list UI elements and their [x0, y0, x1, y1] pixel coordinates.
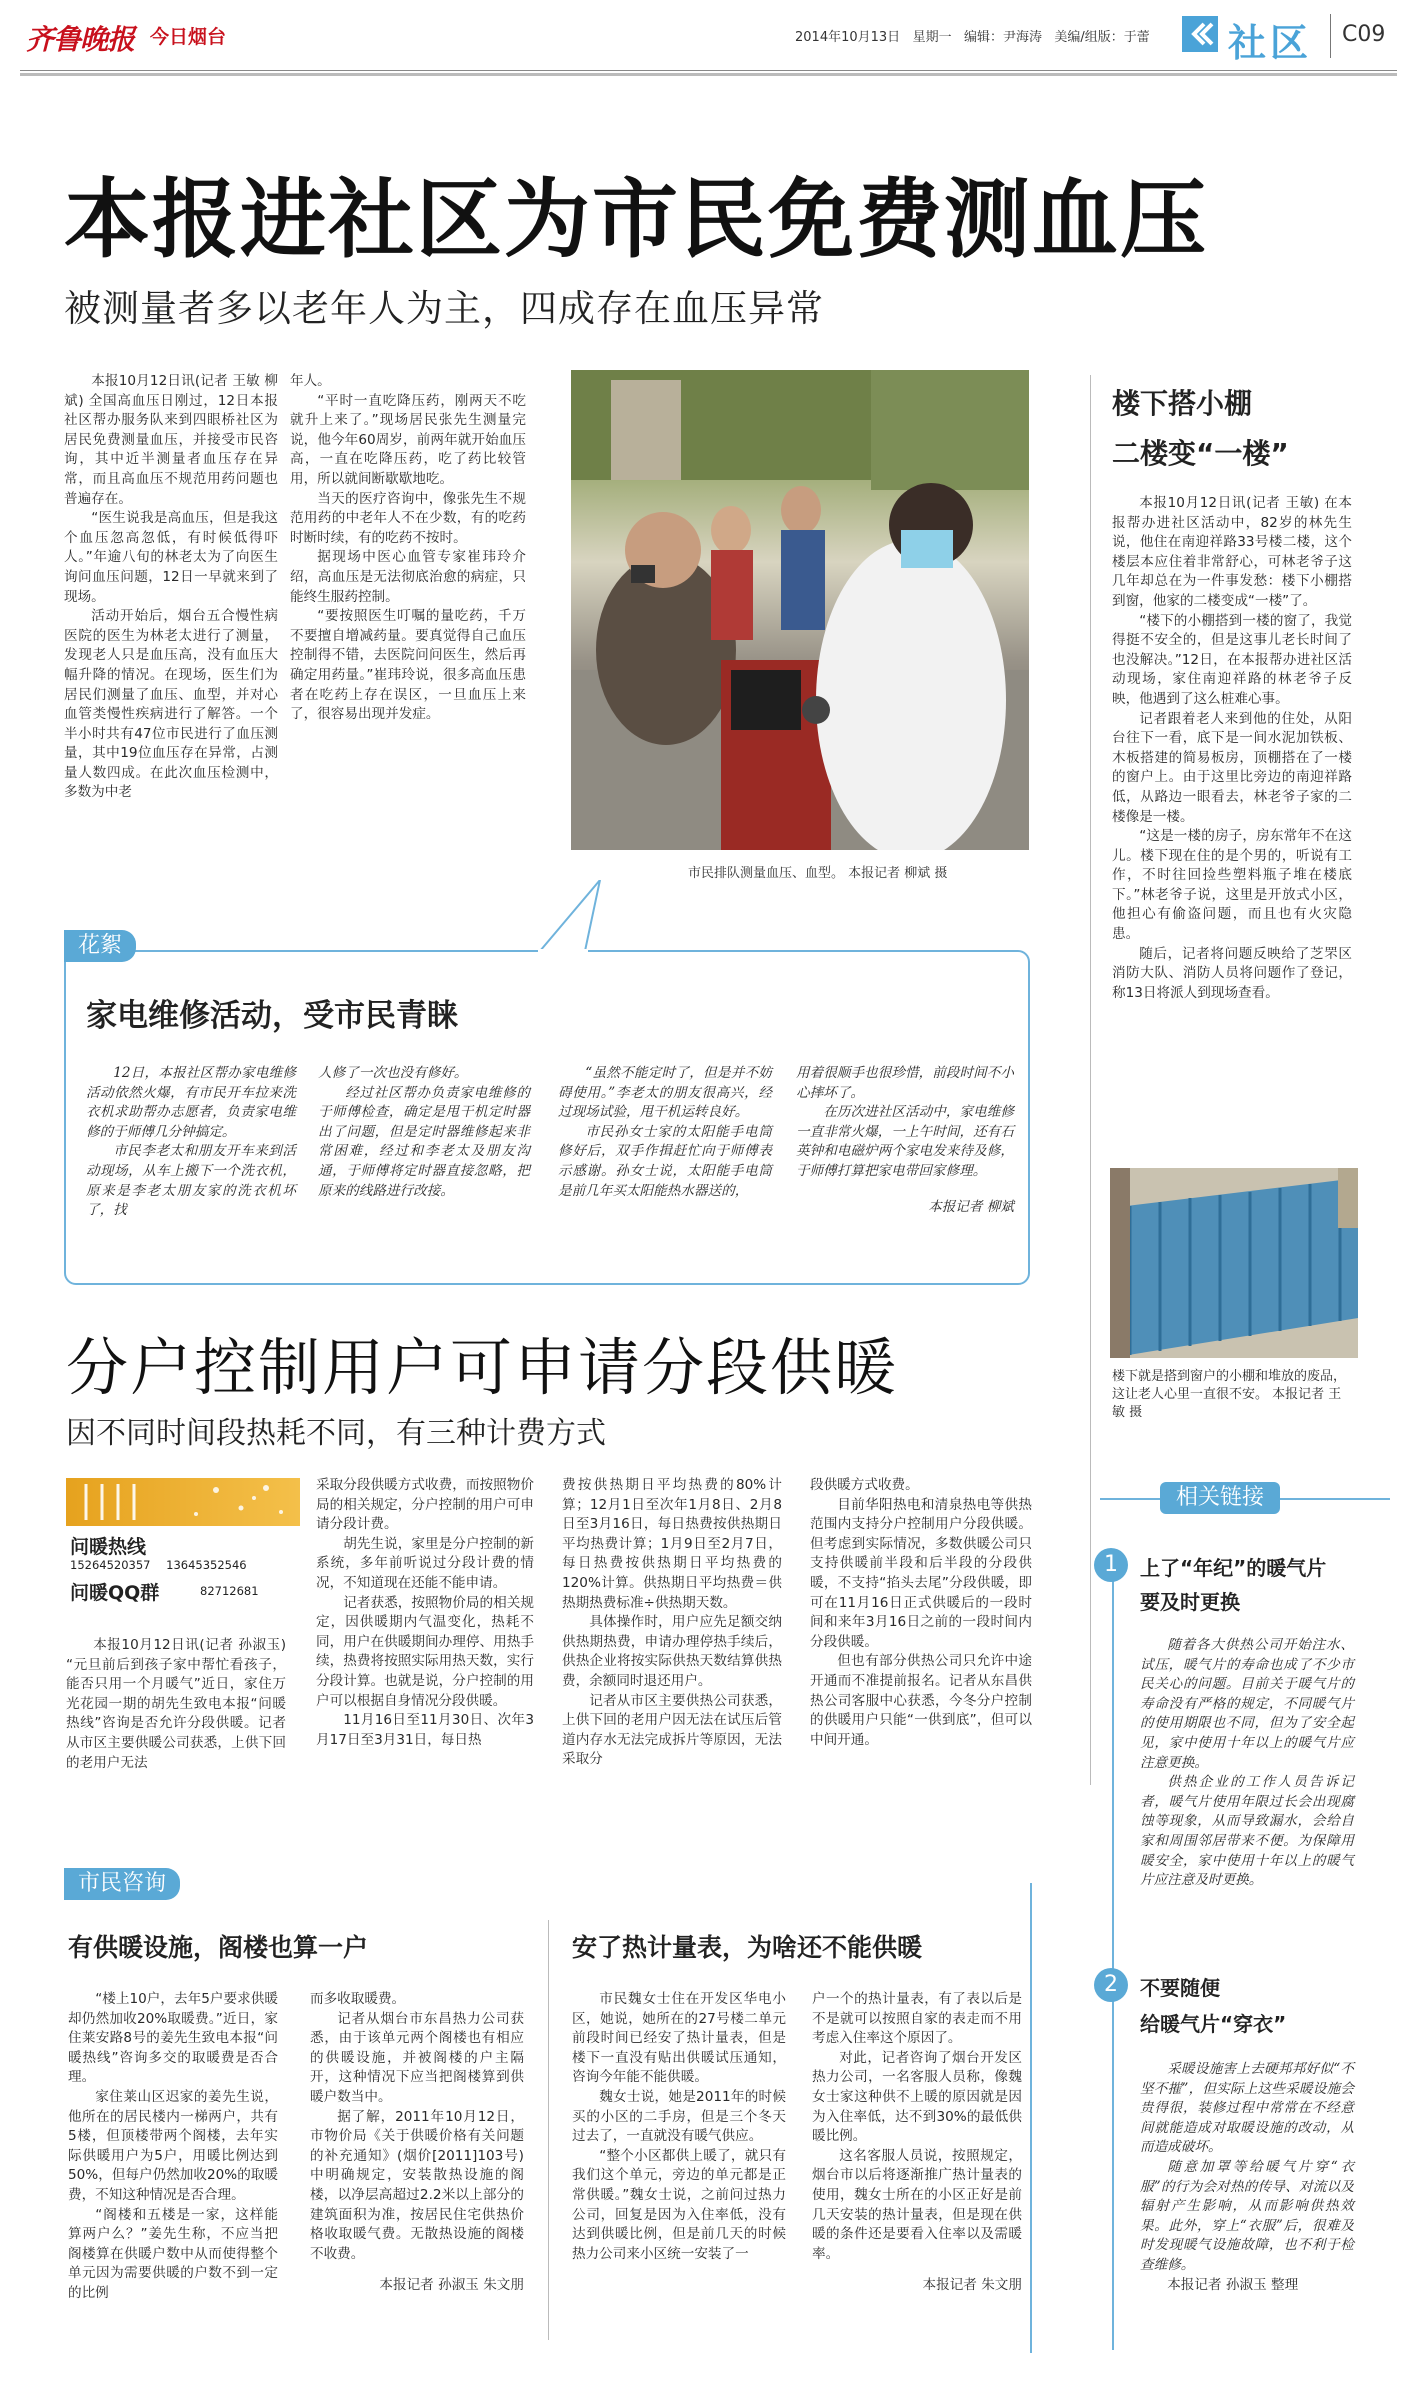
paragraph: 本报10月12日讯(记者 王敏) 在本报帮办进社区活动中，82岁的林先生说，他住在南迎祥路33号楼二楼，这个楼层本应住着非常舒心，可林老爷子这几年却总在为一件事发愁：楼下小棚搭到窗，他家的二楼变成“一楼”了。 [1112, 495, 1352, 609]
side-story-body [1112, 494, 1352, 1003]
masthead-rule-bold [20, 73, 1397, 76]
masthead-rule [20, 70, 1397, 71]
link-2-body [1140, 2060, 1354, 2295]
consult-header-line [64, 1883, 1030, 1885]
links-timeline [1112, 1550, 1114, 2350]
side-column-divider [1090, 375, 1091, 1785]
heating-col-2 [316, 1476, 534, 1750]
hotline-label: 问暖热线 [70, 1536, 147, 1558]
consult-right-col-2 [812, 1990, 1022, 2296]
paragraph: 据了解，2011年10月12日，市物价局《关于供暖价格有关问题的补充通知》(烟价[2011]103号)中明确规定，安装散热设施的阁楼，以净层高超过2.2米以上部分的建筑面积为准，按居民住宅供热价格收取暖气费。无散热设施的阁楼不收费。 [310, 2108, 524, 2262]
hotline-banner [66, 1478, 300, 1526]
link-2-credit: 本报记者 孙淑玉 整理 [1167, 2276, 1299, 2293]
link-2-title-line-2: 给暖气片“穿衣” [1140, 2012, 1287, 2036]
section-label: 今日烟台 [150, 26, 227, 48]
paragraph: 胡先生说，家里是分户控制的新系统，多年前听说过分段计费的情况，不知道现在还能不能申请。 [316, 1535, 534, 1591]
side-photo-caption: 楼下就是搭到窗户的小棚和堆放的废品，这让老人心里一直很不安。 本报记者 王敏 摄 [1112, 1369, 1347, 1420]
paragraph: “虽然不能定时了，但是并不妨碍使用。”李老太的朋友很高兴，经过现场试验，甩干机运转良好。 [558, 1065, 772, 1121]
paragraph: 据现场中医心血管专家崔玮玲介绍，高血压是无法彻底治愈的病症，只能终生服药控制。 [290, 549, 526, 605]
paragraph: 年人。 [290, 373, 331, 389]
paragraph: 采取分段供暖方式收费，而按照物价局的相关规定，分户控制的用户可申请分段计费。 [316, 1477, 534, 1533]
paragraph: 在历次进社区活动中，家电维修一直非常火爆，一上午时间，还有石英钟和电磁炉两个家电发来待及修，于师傅打算把家电带回家修理。 [796, 1104, 1014, 1179]
paragraph: 目前华阳热电和清泉热电等供热范围内支持分户控制用户分段供暖。但考虑到实际情况，多数供暖公司只支持供暖前半段和后半段的分段供暖，不支持“掐头去尾”分段供暖，即可在11月16日正式供暖后的一段时间和来年3月16日之前的一段时间内分段供暖。 [810, 1496, 1032, 1650]
paragraph: 供热企业的工作人员告诉记者，暖气片使用年限过长会出现腐蚀等现象，从而导致漏水，会给自家和周围邻居带来不便。为保障用暖安全，家中使用十年以上的暖气片应注意及时更换。 [1140, 1774, 1354, 1889]
designer-text: 美编/组版：于蕾 [1054, 30, 1150, 45]
paragraph: 市民孙女士家的太阳能手电筒修好后，双手作揖赶忙向于师傅表示感谢。孙女士说，太阳能手电筒是前几年买太阳能热水器送的， [558, 1123, 772, 1199]
consult-left-credit: 本报记者 孙淑玉 朱文朋 [379, 2277, 524, 2294]
paragraph: 本报10月12日讯(记者 王敏 柳斌) 全国高血压日刚过，12日本报社区帮办服务队来到四眼桥社区为居民免费测量血压，并接受市民咨询，其中近半测量者血压存在异常，而且高血压不规范用药问题也普遍存在。 [64, 373, 278, 507]
paragraph: 市民李老太和朋友开车来到活动现场，从车上搬下一个洗衣机，原来是李老太朋友家的洗衣机坏了，找 [86, 1143, 296, 1219]
paragraph: 人修了一次也没有修好。 [318, 1065, 468, 1081]
paragraph: 对此，记者咨询了烟台开发区热力公司，一名客服人员称，像魏女士家这种供不上暖的原因就是因为入住率低，达不到30%的最低供暖比例。 [812, 2049, 1022, 2145]
paragraph: 魏女士说，她是2011年的时候买的小区的二手房，但是三个冬天过去了，一直就没有暖气供应。 [572, 2088, 786, 2145]
link-1-body [1140, 1636, 1354, 1891]
section-chevron-icon [1182, 16, 1218, 52]
paragraph: 11月16日至11月30日、次年3月17日至3月31日，每日热 [316, 1712, 534, 1748]
masthead-date [795, 26, 1150, 45]
consult-divider [548, 1920, 549, 2340]
consult-right-title: 安了热计量表，为啥还不能供暖 [572, 1933, 923, 1962]
huaxu-col-3 [558, 1064, 772, 1201]
paragraph: 用着很顺手也很珍惜，前段时间不小心摔坏了。 [796, 1065, 1014, 1101]
link-1-number: 1 [1094, 1548, 1128, 1582]
lead-photo-caption: 市民排队测量血压、血型。 本报记者 柳斌 摄 [688, 866, 948, 881]
section-name: 社区 [1228, 21, 1313, 65]
paragraph: 具体操作时，用户应先足额交纳供热期热费，申请办理停热手续后，供热企业将按实际供热天数结算供热费，余额同时退还用户。 [562, 1614, 782, 1689]
lead-col-1 [64, 372, 278, 803]
qq-number: 82712681 [200, 1584, 259, 1598]
paragraph: 家住莱山区迟家的姜先生说，他所在的居民楼内一梯两户，共有5楼，但顶楼带两个阁楼，去年实际供暖用户为5户，用暖比例达到50%，但每户仍然加收20%的取暖费，不知这种情况是否合理。 [68, 2088, 278, 2203]
paragraph: 随后，记者将问题反映给了芝罘区消防大队、消防人员将问题作了登记，称13日将派人到现场查看。 [1112, 945, 1352, 1001]
consult-right-col-1 [572, 1990, 786, 2264]
paragraph: 这名客服人员说，按照规定，烟台市以后将逐渐推广热计量表的使用，魏女士所在的小区正好是前几天安装的热计量表，但是现在供暖的条件还是要看入住率以及需暖率。 [812, 2147, 1022, 2262]
link-1-title-line-1: 上了“年纪”的暖气片 [1140, 1556, 1327, 1580]
huaxu-tag: 花絮 [64, 930, 136, 962]
paragraph: 记者从市区主要供热公司获悉，上供下回的老用户因无法在试压后管道内存水无法完成拆片等原因，无法采取分 [562, 1692, 782, 1768]
editor-text: 编辑：尹海涛 [964, 30, 1043, 45]
paragraph: “要按照医生叮嘱的量吃药，千万不要擅自增减药量。要真觉得自己血压控制得不错，去医院问问医生，然后再确定用药量。”崔玮玲说，很多高血压患者在吃药上存在误区，一旦血压上来了，很容易出现并发症。 [290, 608, 526, 723]
huaxu-credit: 本报记者 柳斌 [928, 1198, 1014, 1215]
date-text: 2014年10月13日 [795, 30, 901, 45]
side-photo [1110, 1168, 1358, 1358]
huaxu-col-1 [86, 1064, 296, 1221]
lead-headline: 本报进社区为市民免费测血压 [64, 170, 1208, 270]
masthead [0, 0, 1417, 72]
huaxu-title: 家电维修活动，受市民青睐 [86, 998, 458, 1034]
lead-photo [571, 370, 1029, 850]
consult-left-col-1 [68, 1990, 278, 2304]
side-title-line-2: 二楼变“一楼” [1112, 437, 1289, 470]
paragraph: “医生说我是高血压，但是我这个血压忽高忽低，有时候低得吓人。”年逾八旬的林老太为了向医生询问血压问题，12日一早就来到了现场。 [64, 510, 278, 605]
consult-right-credit: 本报记者 朱文朋 [922, 2277, 1022, 2294]
consult-tag: 市民咨询 [64, 1868, 180, 1900]
paragraph: 记者跟着老人来到他的住处，从阳台往下一看，底下是一间水泥加铁板、木板搭建的简易板房，顶棚搭在了一楼的窗户上。由于这里比旁边的南迎祥路低，从路边一眼看去，林老爷子家的二楼像是一楼。 [1112, 710, 1352, 825]
paragraph: 户一个的热计量表，有了表以后是不是就可以按照自家的表走而不用考虑入住率这个原因了。 [812, 1991, 1022, 2047]
paragraph: 而多收取暖费。 [310, 1991, 406, 2007]
paragraph: “楼下的小棚搭到一楼的窗了，我觉得挺不安全的，但是这事儿老长时间了也没解决。”12日，在本报帮办进社区活动现场，家住南迎祥路的林老爷子反映，他遇到了这么桩难心事。 [1112, 612, 1352, 707]
heating-headline: 分户控制用户可申请分段供暖 [66, 1331, 899, 1404]
heating-subtitle: 因不同时间段热耗不同，有三种计费方式 [66, 1416, 606, 1451]
link-2-title-line-1: 不要随便 [1140, 1976, 1220, 2000]
hotline-numbers: 15264520357 13645352546 [70, 1558, 247, 1572]
paragraph: “楼上10户，去年5户要求供暖却仍然加收20%取暖费。”近日，家住莱安路8号的姜先生致电本报“问暖热线”咨询多交的取暖费是否合理。 [68, 1991, 278, 2086]
paper-logo: 齐鲁晚报 [26, 23, 135, 56]
qq-label: 问暖QQ群 [70, 1582, 160, 1604]
paragraph: 段供暖方式收费。 [810, 1477, 919, 1493]
heating-col-4 [810, 1476, 1032, 1750]
link-1-title-line-2: 要及时更换 [1140, 1590, 1240, 1614]
consult-left-title: 有供暖设施，阁楼也算一户 [68, 1933, 369, 1962]
huaxu-callout-pointer [520, 880, 620, 952]
paragraph: “这是一楼的房子，房东常年不在这儿。楼下现在住的是个男的，听说有工作，不时往回捡些塑料瓶子堆在楼底下。”林老爷子说，这里是开放式小区，他担心有偷盗问题，而且也有火灾隐患。 [1112, 828, 1352, 943]
paragraph: 随着各大供热公司开始注水、试压，暖气片的寿命也成了不少市民关心的问题。目前关于暖气片的寿命没有严格的规定，不同暖气片的使用期限也不同，但为了安全起见，家中使用十年以上的暖气片应注意更换。 [1140, 1637, 1354, 1771]
consult-left-col-2 [310, 1990, 524, 2296]
heating-col-3 [562, 1476, 782, 1770]
paragraph: 本报10月12日讯(记者 孙淑玉) “元旦前后到孩子家中帮忙看孩子，能否只用一个月暖气”近日，家住万光花园一期的胡先生致电本报“问暖热线”咨询是否允许分段供暖。记者从市区主要供暖公司获悉，上供下回的老用户无法 [66, 1637, 286, 1771]
side-title-line-1: 楼下搭小棚 [1112, 387, 1253, 420]
paragraph: 随意加罩等给暖气片穿“衣服”的行为会对热的传导、对流以及辐射产生影响，从而影响供热效果。此外，穿上“衣服”后，很难及时发现暖气设施故障，也不利于检查维修。 [1140, 2158, 1354, 2273]
paragraph: 活动开始后，烟台五合慢性病医院的医生为林老太进行了测量，发现老人只是血压高，没有血压大幅升降的情况。在现场，医生们为居民们测量了血压、血型，并对心血管类慢性疾病进行了解答。一个半小时共有47位市民进行了血压测量，其中19位血压存在异常，占测量人数四成。在此次血压检测中，多数为中老 [64, 608, 278, 801]
page-number: C09 [1342, 22, 1386, 47]
consult-box-right-edge [1030, 1883, 1032, 2353]
paragraph: “平时一直吃降压药，刚两天不吃就升上来了。”现场居民张先生测量完说，他今年60周岁，前两年就开始血压高，一直在吃降压药，吃了药比较管用，所以就间断歇歇地吃。 [290, 392, 526, 487]
paragraph: 经过社区帮办负责家电维修的于师傅检查，确定是甩干机定时器出了问题，但是定时器维修起来非常困难，经过和李老太及朋友沟通，于师傅将定时器直接忽略，把原来的线路进行改接。 [318, 1084, 530, 1199]
lead-col-2 [290, 372, 526, 725]
paragraph: “阁楼和五楼是一家，这样能算两户么？”姜先生称，不应当把阁楼算在供暖户数中从而使得整个单元因为需要供暖的户数不到一定的比例 [68, 2206, 278, 2301]
paragraph: 记者获悉，按照物价局的相关规定，因供暖期内气温变化，热耗不同，用户在供暖期间办理停、用热手续，热费将按照实际用热天数，实行分段计算。也就是说，分户控制的用户可以根据自身情况分段供暖。 [316, 1594, 534, 1709]
heating-col-1 [66, 1636, 286, 1773]
paragraph: “整个小区都供上暖了，就只有我们这个单元，旁边的单元都是正常供暖。”魏女士说，之前问过热力公司，回复是因为入住率低，没有达到供暖比例，但是前几天的时候热力公司来小区统一安装了一 [572, 2147, 786, 2262]
links-tag: 相关链接 [1160, 1482, 1280, 1514]
paragraph: 市民魏女士住在开发区华电小区，她说，她所在的27号楼二单元前段时间已经安了热计量表，但是楼下一直没有贴出供暖试压通知，咨询今年能不能供暖。 [572, 1991, 786, 2086]
huaxu-col-4 [796, 1064, 1014, 1217]
paragraph: 采暖设施害上去硬邦邦好似“不坚不摧”，但实际上这些采暖设施会贵得很，装修过程中常常在不经意间就能造成对取暖设施的改动，从而造成破坏。 [1140, 2061, 1354, 2156]
lead-subtitle: 被测量者多以老年人为主，四成存在血压异常 [64, 287, 824, 330]
huaxu-col-2 [318, 1064, 530, 1201]
paragraph: 但也有部分供热公司只允许中途开通而不准提前报名。记者从东昌供热公司客服中心获悉，今冬分户控制的供暖用户只能“一供到底”，但可以中间开通。 [810, 1653, 1032, 1748]
section-divider [1330, 14, 1331, 58]
hotline-box [66, 1478, 300, 1612]
weekday-text: 星期一 [912, 30, 952, 45]
paragraph: 12日，本报社区帮办家电维修活动依然火爆，有市民开车拉来洗衣机求助帮办志愿者，负责家电维修的于师傅几分钟搞定。 [86, 1065, 296, 1140]
paragraph: 记者从烟台市东昌热力公司获悉，由于该单元两个阁楼也有相应的供暖设施，并被阁楼的户主隔开，这种情况下应当把阁楼算到供暖户数当中。 [310, 2010, 524, 2105]
paragraph: 当天的医疗咨询中，像张先生不规范用药的中老年人不在少数，有的吃药时断时续，有的吃药不按时。 [290, 490, 526, 546]
paragraph: 费按供热期日平均热费的80%计算；12月1日至次年1月8日、2月8日至3月16日，每日热费按供热期日平均热费计算；1月9日至2月7日，每日热费按供热期日平均热费的120%计算。供热期日平均热费＝供热期热费标准÷供热期天数。 [562, 1477, 782, 1611]
link-2-number: 2 [1094, 1968, 1128, 2002]
